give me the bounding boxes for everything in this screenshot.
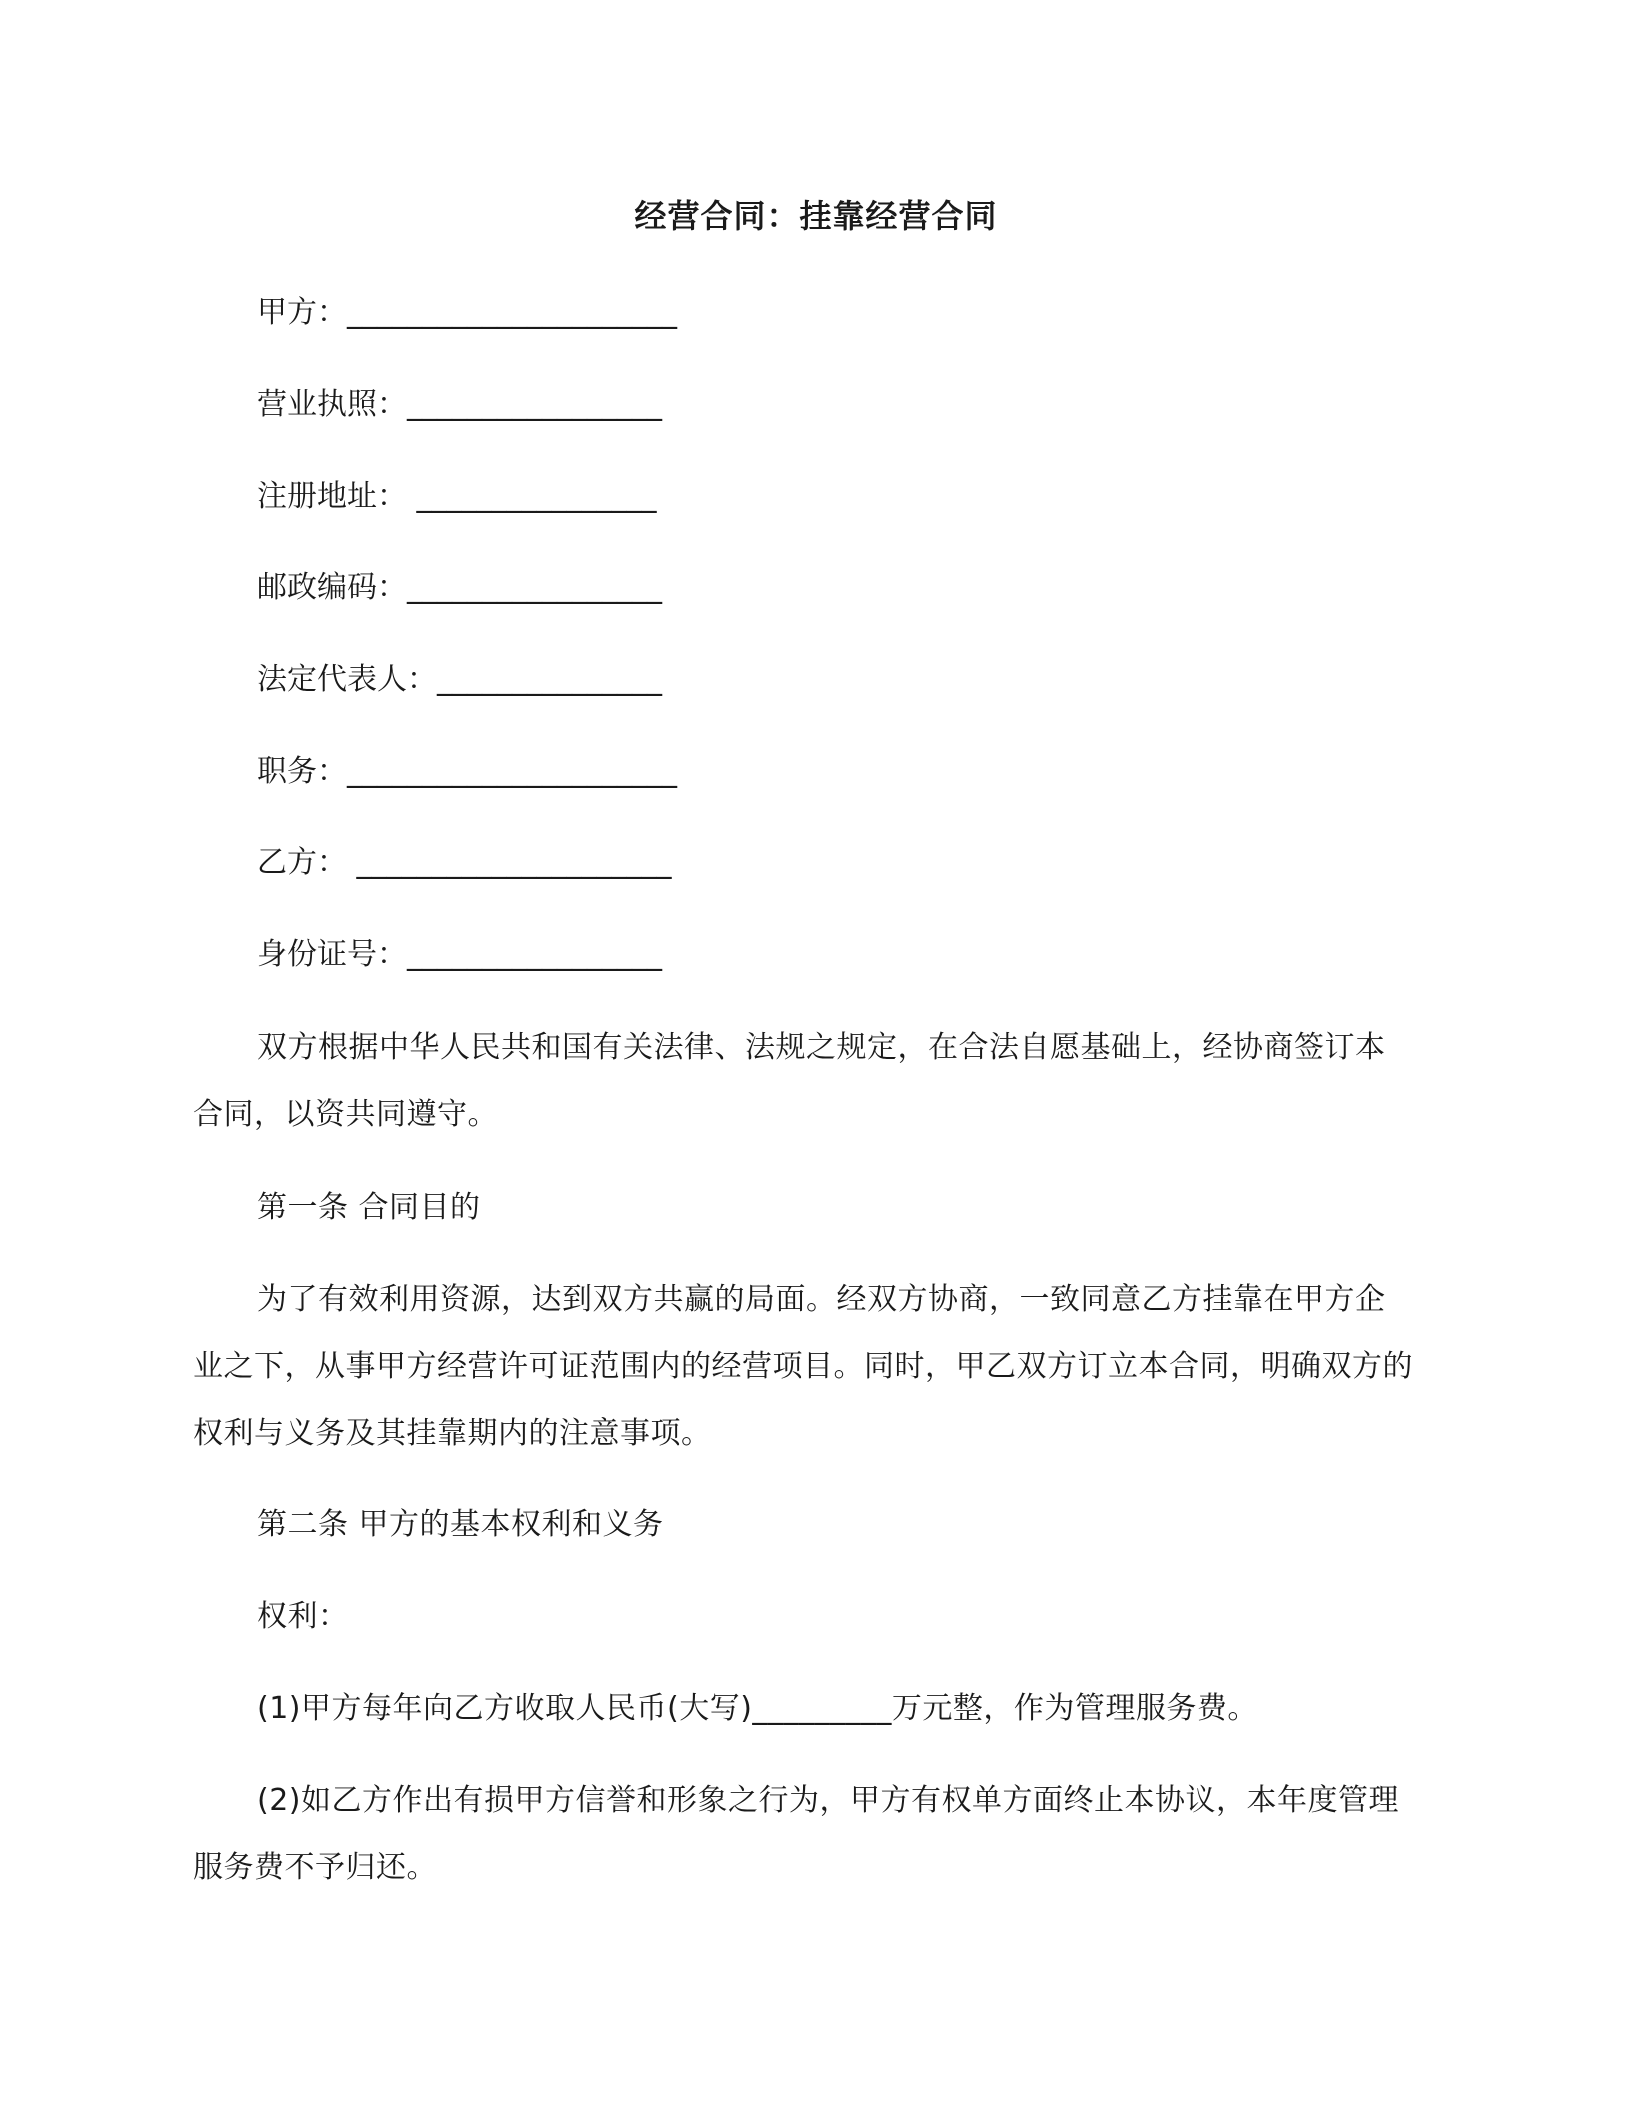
position-field: 职务：______________________ (257, 754, 677, 789)
article1-body: 为了有效利用资源，达到双方共赢的局面。经双方协商，一致同意乙方挂靠在甲方企业之下，从事甲方经营许可证范围内的经营项目。同时，甲乙双方订立本合同，明确双方的权利与义务及其挂靠期内的注意事项。 (193, 1282, 1413, 1451)
preamble-paragraph: 双方根据中华人民共和国有关法律、法规之规定，在合法自愿基础上，经协商签订本合同，以资共同遵守。 (193, 1030, 1386, 1132)
registered-address-field: 注册地址： ________________ (257, 479, 657, 514)
document-title: 经营合同：挂靠经营合同 (634, 197, 998, 235)
legal-representative-field: 法定代表人：_______________ (257, 662, 662, 697)
postal-code-field: 邮政编码：_________________ (257, 570, 662, 605)
party-b-field: 乙方： _____________________ (257, 845, 672, 880)
right-item-1: (1)甲方每年向乙方收取人民币(大写)_________万元整，作为管理服务费。 (257, 1691, 1258, 1726)
party-a-field: 甲方：______________________ (257, 295, 677, 330)
right-item-2: (2)如乙方作出有损甲方信誉和形象之行为，甲方有权单方面终止本协议，本年度管理服务费不予归还。 (193, 1783, 1399, 1885)
id-number-field: 身份证号：_________________ (257, 937, 662, 972)
article2-heading: 第二条 甲方的基本权利和义务 (257, 1507, 664, 1542)
rights-heading: 权利： (257, 1599, 349, 1634)
article1-heading: 第一条 合同目的 (257, 1190, 481, 1225)
business-license-field: 营业执照：_________________ (257, 387, 662, 422)
